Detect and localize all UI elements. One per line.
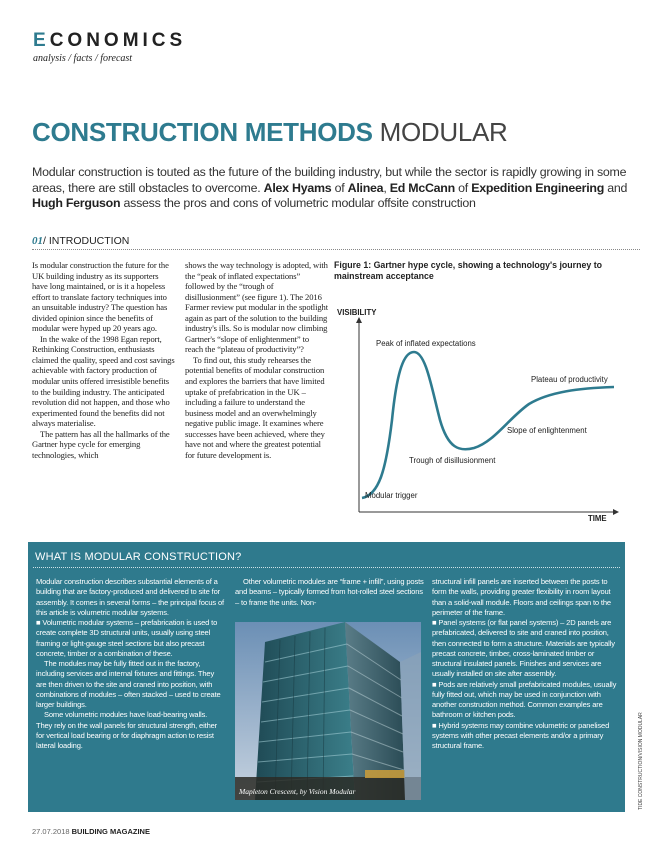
author-2: Ed McCann bbox=[389, 180, 455, 195]
box-column-2 bbox=[235, 577, 427, 608]
label-peak: Peak of inflated expectations bbox=[376, 339, 476, 348]
body-column-2 bbox=[185, 260, 329, 460]
label-trough: Trough of disillusionment bbox=[409, 456, 496, 465]
body-paragraph: shows the way technology is adopted, with the “peak of inflated expectations” followed by the “trough of disillusionment” (see figure 1). The 2016 Farmer review put modular in the spotlight again as part of the solution to the building industry's ills. So is modular now climbing Gartner's “slope of enlightenment” to reach the “plateau of productivity”? bbox=[185, 260, 328, 355]
building-photo bbox=[235, 622, 421, 800]
kicker-initial: E bbox=[33, 30, 50, 51]
org-1: Alinea bbox=[347, 180, 384, 195]
hype-curve bbox=[362, 352, 614, 498]
box-paragraph: structural infill panels are inserted between the posts to form the walls, providing greater flexibility in room layout than a solid-wall module. Floors and ceilings span to the perimeter of the frame. bbox=[432, 577, 611, 617]
building-illustration bbox=[235, 622, 421, 800]
box-paragraph: ■ Panel systems (or flat panel systems) – 2D panels are prefabricated, delivered to site and craned into position, then connected to form a structure. Materials are typically precast concrete, timber, cross-laminated timber or structural insulated panels. Finishes and services are usually installed on site after assembly. bbox=[432, 618, 615, 679]
box-paragraph: ■ Pods are relatively small prefabricated modules, usually fully fitted out, which may be used in conjunction with another construction method. Common examples are bathroom or kitchen pods. bbox=[432, 679, 617, 720]
x-axis-label: TIME bbox=[588, 514, 607, 523]
org-2: Expedition Engineering bbox=[471, 180, 605, 195]
box-paragraph: Some volumetric modules have load-bearing walls. They rely on the wall panels for structural strength, either for vertical load bearing or for diaphragm action to resist lateral loading. bbox=[36, 710, 218, 750]
label-trigger: Modular trigger bbox=[365, 491, 418, 500]
standfirst-and: and bbox=[607, 180, 628, 195]
body-paragraph: In the wake of the 1998 Egan report, Rethinking Construction, enthusiasts claimed the quality, speed and cost savings achievable with factory production of modular units offered irresistible benefits to the building industry. The anticipated revolution did not happen, and those who experimented found the benefits did not always materialise. bbox=[32, 333, 175, 429]
label-plateau: Plateau of productivity bbox=[531, 375, 608, 384]
photo-credit-text: TIDE CONSTRUCTION/VISION MODULAR bbox=[638, 712, 644, 810]
body-paragraph: The pattern has all the hallmarks of the Gartner hype cycle for emerging technologies, which bbox=[32, 428, 170, 460]
box-paragraph: The modules may be fully fitted out in the factory, including services and internal fixtures and fittings. They are then driven to the site and craned into position, with combinations of modules – often stacked – used to create larger buildings. bbox=[36, 659, 221, 709]
page-title bbox=[32, 117, 508, 148]
page-footer bbox=[32, 827, 150, 836]
figure-caption: Figure 1: Gartner hype cycle, showing a technology's journey to mainstream acceptance bbox=[334, 260, 603, 281]
y-axis-label: VISIBILITY bbox=[337, 308, 377, 317]
standfirst-intro: Modular construction is touted as the future of the building industry, but while the sector is rapidly growing in some areas, there are still obstacles to overcome. bbox=[32, 165, 627, 195]
author-1: Alex Hyams bbox=[263, 180, 332, 195]
standfirst-of: of bbox=[458, 180, 468, 195]
section-divider bbox=[32, 249, 640, 250]
section-number: 01 bbox=[32, 235, 43, 247]
section-kicker bbox=[33, 30, 186, 52]
box-paragraph: Modular construction describes substantial elements of a building that are factory-produced and delivered to site for assembly. It comes in several forms – the principal focus of this article is volumetric modular systems. bbox=[36, 577, 224, 617]
footer-date: 27.07.2018 bbox=[32, 827, 70, 836]
box-divider bbox=[33, 567, 620, 568]
box-paragraph: Other volumetric modules are “frame + infill”, using posts and beams – typically formed from hot-rolled steel sections – to frame the units. Non- bbox=[235, 577, 424, 607]
body-column-1 bbox=[32, 260, 176, 460]
standfirst-of: of bbox=[334, 180, 345, 195]
hype-cycle-figure bbox=[334, 300, 628, 532]
box-column-1 bbox=[36, 577, 224, 751]
author-3: Hugh Ferguson bbox=[32, 196, 121, 211]
body-paragraph: To find out, this study rehearses the potential benefits of modular construction and explores the barriers that have limited uptake of prefabrication in the UK – including a failure to understand the business model and an overwhelmingly negative public image. It examines where successes have been achieved, where they have not and where the greatest potential for future development is. bbox=[185, 354, 325, 460]
box-paragraph: ■ Volumetric modular systems – prefabrication is used to create complete 3D structural units, usually using steel framing or light-gauge steel sections but also precast concrete, timber or a combination of these. bbox=[36, 618, 218, 658]
box-column-3 bbox=[432, 577, 618, 751]
section-heading bbox=[32, 235, 129, 247]
photo-credit bbox=[630, 700, 644, 810]
box-paragraph: ■ Hybrid systems may combine volumetric or panelised systems with other precast elements and/or a primary structural frame. bbox=[432, 720, 610, 750]
footer-publication: BUILDING MAGAZINE bbox=[71, 827, 150, 836]
label-slope: Slope of enlightenment bbox=[507, 426, 587, 435]
sidebar-box bbox=[28, 542, 625, 812]
section-title: / INTRODUCTION bbox=[43, 235, 130, 247]
photo-caption: Mapleton Crescent, by Vision Modular bbox=[239, 787, 356, 796]
standfirst-outro: assess the pros and cons of volumetric modular offsite construction bbox=[123, 196, 476, 211]
headline-light: MODULAR bbox=[379, 117, 508, 147]
body-paragraph: Is modular construction the future for the UK building industry as its supporters have long maintained, or is it a hopeless effort to translate factory techniques into an unsuitable industry? The question has divided opinion since the benefits of modular were hyped up 20 years ago. bbox=[32, 260, 169, 334]
kicker-rest: CONOMICS bbox=[49, 30, 187, 51]
box-title: WHAT IS MODULAR CONSTRUCTION? bbox=[35, 551, 242, 563]
headline-bold: CONSTRUCTION METHODS bbox=[32, 117, 373, 147]
kicker-subtitle: analysis / facts / forecast bbox=[33, 53, 133, 64]
standfirst: Modular construction is touted as the future of the building industry, but while the sector is rapidly growing in some areas, there are still obstacles to overcome. Alex Hyams of Alinea, Ed McCann of Expedition Engineering and Hugh Ferguson assess the pros and cons of volumetric modular offsite construction bbox=[32, 165, 628, 211]
